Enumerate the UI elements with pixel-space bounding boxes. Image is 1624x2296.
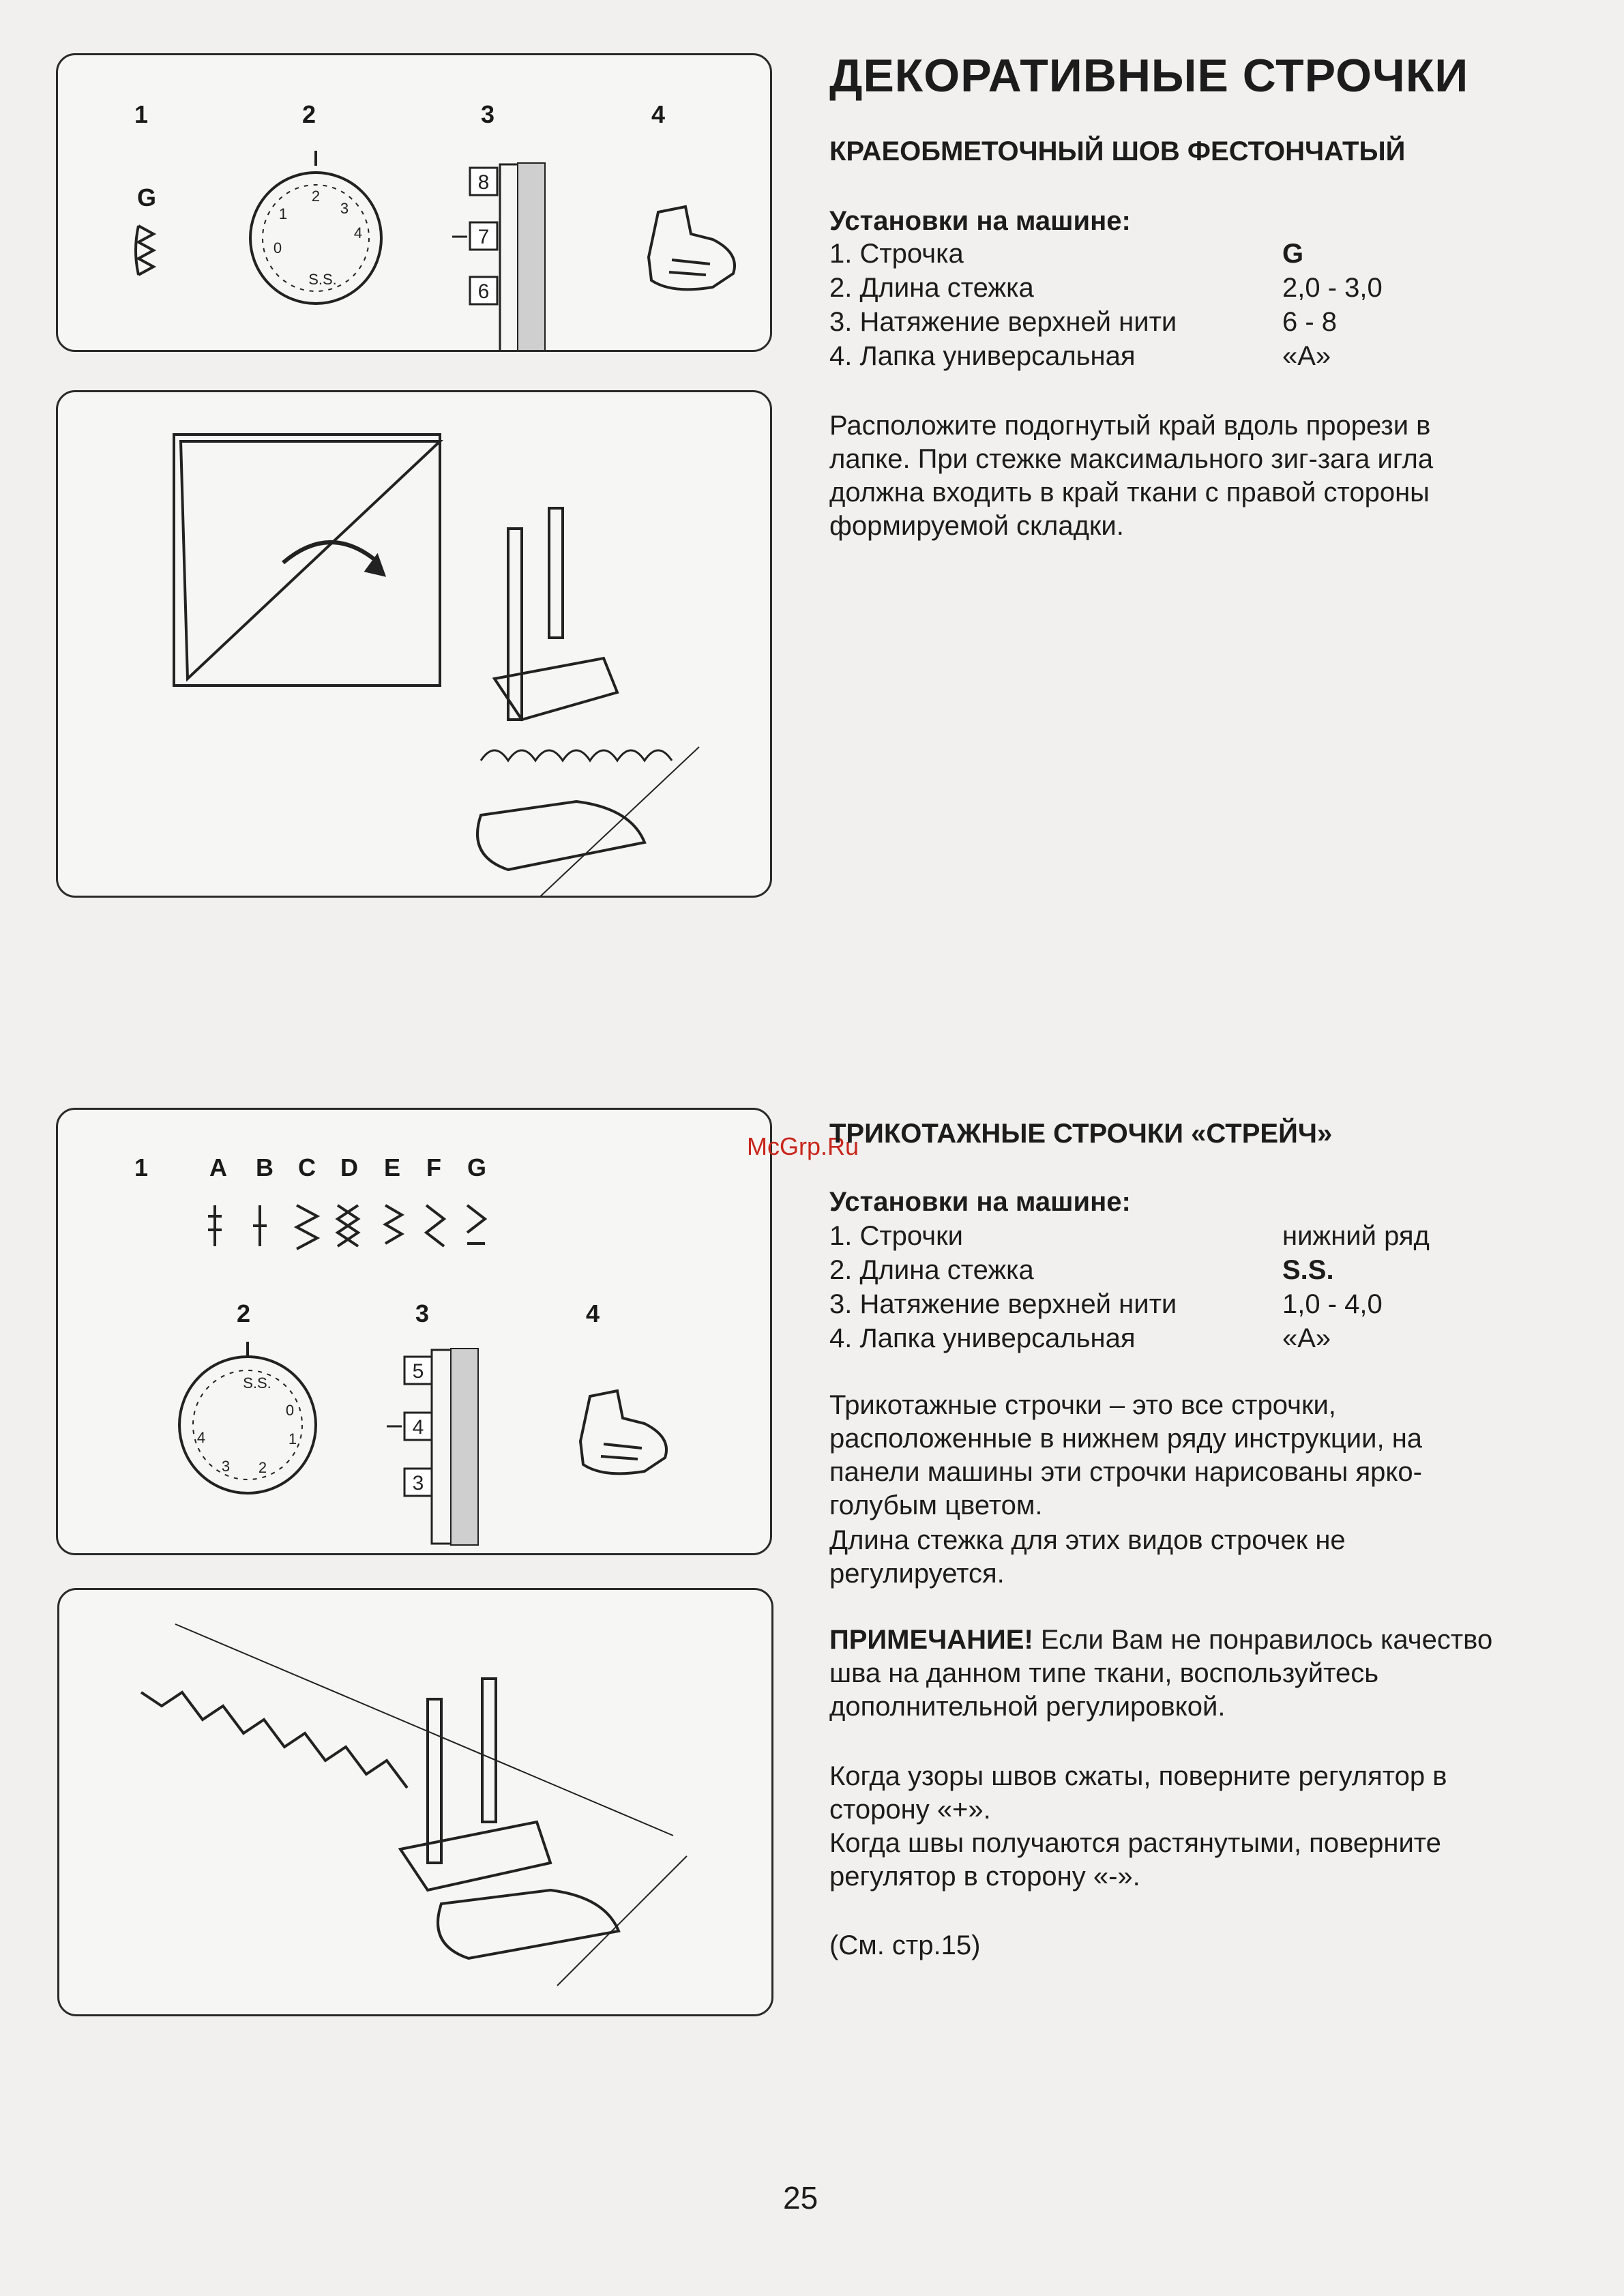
fig1-dial-num-2: 2 (311, 188, 321, 205)
fig3-dial-num-1: 1 (288, 1430, 297, 1447)
needle-bar (428, 1699, 441, 1863)
fig3-tension-5: 5 (412, 1360, 424, 1383)
fig1-dial-num-4: 4 (353, 224, 363, 241)
fig3-label-4: 4 (586, 1299, 600, 1327)
thread-tension-scale-icon (452, 163, 545, 350)
presser-bar (482, 1679, 496, 1822)
presser-foot (438, 1890, 619, 1958)
fig3-letter-g: G (467, 1153, 487, 1181)
fig1-stitch-letter: G (137, 183, 157, 211)
fig1-label-4: 4 (651, 100, 666, 128)
stretch-stitch-line (141, 1692, 407, 1788)
section2-heading: ТРИКОТАЖНЫЕ СТРОЧКИ «СТРЕЙЧ» (829, 1119, 1333, 1149)
setting-label: 1. Строчки (829, 1221, 963, 1251)
fig3-tension-4: 4 (412, 1416, 424, 1439)
section2-setting-row (829, 1221, 1511, 1255)
thread-tension-scale-icon (387, 1349, 478, 1545)
section2-para3: Когда узоры швов сжаты, поверните регулятор в сторону «+». (829, 1761, 1447, 1825)
fig3-dial-num-3: 3 (221, 1458, 231, 1475)
figure-scallop-fabric (56, 390, 772, 898)
fig1-dial-ss: S.S. (308, 271, 337, 288)
section2-setting-row (829, 1323, 1511, 1357)
stretch-stitch-a-icon (208, 1205, 222, 1246)
stretch-stitch-g-icon (467, 1205, 485, 1243)
figure-settings-scallop (56, 53, 772, 352)
needle-bar (508, 529, 522, 720)
presser-foot (477, 801, 645, 870)
stretch-stitch-d-icon (338, 1205, 358, 1246)
note-label: ПРИМЕЧАНИЕ! (829, 1625, 1033, 1655)
fig1-dial-num-0: 0 (273, 239, 282, 256)
fig1-dial-num-3: 3 (340, 200, 349, 217)
setting-value: 6 - 8 (1282, 307, 1338, 337)
fig1-label-1: 1 (134, 100, 149, 128)
scalloped-edge (481, 750, 672, 761)
fig3-label-1: 1 (134, 1153, 149, 1181)
scallop-stitch-icon (136, 226, 153, 275)
section2-para2: Длина стежка для этих видов строчек не регулируется. (829, 1525, 1346, 1589)
fig3-drawings (58, 1110, 770, 1553)
fig3-letter-b: B (256, 1153, 274, 1181)
fig3-dial-ss: S.S. (243, 1374, 271, 1392)
fig3-label-3: 3 (415, 1299, 430, 1327)
fig3-dial-num-2: 2 (258, 1459, 267, 1476)
fig3-letter-c: C (298, 1153, 316, 1181)
section2-setting-row (829, 1255, 1511, 1289)
fig1-tension-7: 7 (477, 226, 490, 248)
figure-settings-stretch (56, 1108, 772, 1555)
presser-foot-icon (580, 1391, 666, 1473)
note-text: Если Вам не понравилось качество шва на данном типе ткани, воспользуйтесь дополнительной регулировкой. (829, 1625, 1493, 1722)
section2-note (829, 1623, 1518, 1724)
fig3-dial-num-0: 0 (285, 1402, 295, 1419)
fig3-letter-d: D (340, 1153, 358, 1181)
stretch-stitch-e-icon (385, 1205, 402, 1243)
watermark: McGrp.Ru (747, 1132, 859, 1160)
fig2-drawings (58, 392, 770, 896)
fig3-tension-3: 3 (412, 1472, 424, 1495)
setting-label: 3. Натяжение верхней нити (829, 1289, 1177, 1319)
stretch-stitch-b-icon (253, 1205, 267, 1246)
setting-value: 2,0 - 3,0 (1282, 273, 1383, 303)
page-title: ДЕКОРАТИВНЫЕ СТРОЧКИ (829, 50, 1469, 102)
setting-value: G (1282, 239, 1304, 269)
section1-heading: КРАЕОБМЕТОЧНЫЙ ШОВ ФЕСТОНЧАТЫЙ (829, 136, 1406, 166)
figure-stretch-sewing (57, 1588, 773, 2016)
setting-label: 2. Длина стежка (829, 1255, 1034, 1285)
presser-bar (549, 508, 563, 638)
stretch-stitch-c-icon (297, 1205, 317, 1249)
setting-value: «А» (1282, 1323, 1331, 1353)
setting-value: нижний ряд (1282, 1221, 1430, 1251)
stitch-length-dial-icon (179, 1342, 316, 1493)
section2-setting-row (829, 1289, 1511, 1323)
fig3-letter-e: E (384, 1153, 401, 1181)
presser-foot-icon (649, 207, 735, 289)
setting-value: S.S. (1282, 1255, 1334, 1285)
setting-value: «А» (1282, 341, 1331, 371)
section2-para4: Когда швы получаются растянутыми, поверните регулятор в сторону «-». (829, 1828, 1441, 1892)
section2-settings-title: Установки на машине: (829, 1187, 1131, 1217)
fabric-square (174, 435, 440, 686)
fig1-tension-6: 6 (477, 280, 490, 303)
section1-setting-row (829, 239, 1511, 273)
fig1-tension-8: 8 (477, 171, 490, 194)
setting-label: 4. Лапка универсальная (829, 341, 1136, 371)
fig1-label-3: 3 (481, 100, 495, 128)
stitch-length-dial-icon (250, 151, 381, 304)
setting-label: 2. Длина стежка (829, 273, 1034, 303)
fig3-letter-a: A (209, 1153, 227, 1181)
fig1-drawings (58, 55, 770, 350)
section1-description: Расположите подогнутый край вдоль прорези в лапке. При стежке максимального зиг-зага игла должна входить в край ткани с правой стороны формируемой складки. (829, 411, 1434, 541)
setting-label: 1. Строчка (829, 239, 964, 269)
fig4-drawings (59, 1590, 771, 2014)
section2-reference: (См. стр.15) (829, 1930, 981, 1960)
section1-setting-row (829, 307, 1511, 341)
fig3-dial-num-4: 4 (196, 1429, 206, 1446)
fabric-fold (181, 441, 440, 679)
setting-label: 3. Натяжение верхней нити (829, 307, 1177, 337)
fig1-label-2: 2 (302, 100, 316, 128)
stretch-stitch-f-icon (426, 1205, 444, 1246)
setting-value: 1,0 - 4,0 (1282, 1289, 1383, 1319)
fig1-dial-num-1: 1 (278, 205, 288, 222)
page-number: 25 (783, 2180, 818, 2216)
fig3-label-2: 2 (237, 1299, 251, 1327)
section1-settings-title: Установки на машине: (829, 206, 1131, 236)
section1-setting-row (829, 273, 1511, 307)
section1-setting-row (829, 341, 1511, 375)
fig3-letter-f: F (426, 1153, 441, 1181)
section2-para1: Трикотажные строчки – это все строчки, расположенные в нижнем ряду инструкции, на панели машины эти строчки нарисованы ярко-голубым цветом. (829, 1390, 1423, 1520)
setting-label: 4. Лапка универсальная (829, 1323, 1136, 1353)
